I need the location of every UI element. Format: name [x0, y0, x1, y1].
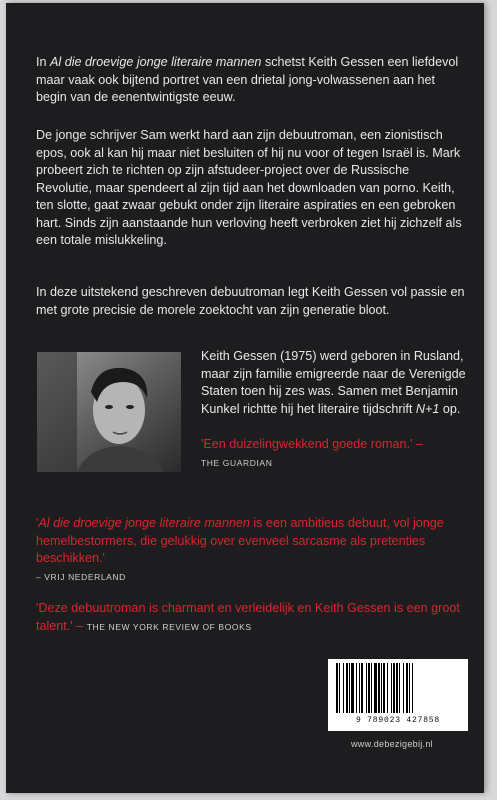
- book-title: Al die droevige jonge literaire mannen: [50, 55, 262, 69]
- barcode-bar: [403, 663, 404, 713]
- barcode-bar: [346, 663, 348, 713]
- review-quote-3: 'Deze debuutroman is charmant en verleidelijk en Keith Gessen is een groot talent.' – THE NEW YORK REVIEW OF BOOKS: [36, 601, 460, 633]
- barcode-bars: [334, 663, 462, 713]
- barcode-bar: [343, 663, 344, 713]
- author-photo: [37, 352, 181, 472]
- book-back-cover: [6, 3, 484, 793]
- barcode-bar: [387, 663, 388, 713]
- barcode-bar: [396, 663, 398, 713]
- isbn-number: 9 789023 427858: [355, 716, 440, 725]
- barcode-bar: [383, 663, 385, 713]
- barcode-bar: [409, 663, 410, 713]
- magazine-title: N+1: [415, 401, 440, 416]
- synopsis-paragraph: De jonge schrijver Sam werkt hard aan zijn debuutroman, een zionistisch epos, ook al kan hij maar niet besluiten of hij nu voor of tegen Israël is. Mark probeert zich te richten op zijn afstudeer-project over de Russische Revolutie, maar spendeert al zijn tijd aan het downloaden van porno. Keith, ten slotte, gaat zwaar gebukt onder zijn literaire aspiraties en een gebroken hart. Sinds zijn aanstaande hun verloving heeft verbroken ziet hij zichzelf als een totale mislukkeling.: [36, 128, 462, 247]
- barcode-bar: [391, 663, 392, 713]
- quote-book-title: Al die droevige jonge literaire mannen: [38, 516, 250, 530]
- barcode-bar: [378, 663, 380, 713]
- barcode-bar: [371, 663, 372, 713]
- barcode-bar: [374, 663, 377, 713]
- barcode-bar: [399, 663, 400, 713]
- barcode-bar: [393, 663, 395, 713]
- intro-paragraph: In Al die droevige jonge literaire mannen schetst Keith Gessen een liefdevol maar vaak ook bijtend portret van een drietal jong-volwassenen aan het begin van de eenentwintigste eeuw.: [36, 55, 459, 104]
- barcode-bar: [339, 663, 340, 713]
- barcode-bar: [351, 663, 354, 713]
- barcode-bar: [381, 663, 382, 713]
- quote-source: – VRIJ NEDERLAND: [36, 571, 126, 582]
- barcode-bar: [366, 663, 367, 713]
- quote-source: THE NEW YORK REVIEW OF BOOKS: [86, 621, 252, 632]
- barcode-bar: [368, 663, 370, 713]
- publisher-website: www.debezigebij.nl: [351, 739, 433, 749]
- review-quote-2: 'Al die droevige jonge literaire mannen is een ambitieus debuut, vol jonge hemelbestormers, die gelukkig over evenveel sarcasme als pretenties beschikken.' – VRIJ NEDERLAND: [36, 516, 444, 582]
- review-quote-1: 'Een duizelingwekkend goede roman.' – THE GUARDIAN: [201, 437, 423, 468]
- barcode-bar: [349, 663, 350, 713]
- isbn-barcode: [328, 659, 468, 731]
- barcode-bar: [361, 663, 363, 713]
- barcode-bar: [406, 663, 408, 713]
- summary-paragraph: In deze uitstekend geschreven debuutroman legt Keith Gessen vol passie en met grote precisie de morele zoektocht van zijn generatie bloot.: [36, 285, 465, 317]
- barcode-bar: [336, 663, 338, 713]
- quote-source: THE GUARDIAN: [201, 457, 273, 468]
- author-bio: Keith Gessen (1975) werd geboren in Rusland, maar zijn familie emigreerde naar de Verenigde Staten toen hij zes was. Samen met Benjamin Kunkel richtte hij het literaire tijdschrift N+1 op.: [201, 349, 466, 416]
- barcode-bar: [412, 663, 413, 713]
- barcode-bar: [359, 663, 360, 713]
- barcode-bar: [356, 663, 357, 713]
